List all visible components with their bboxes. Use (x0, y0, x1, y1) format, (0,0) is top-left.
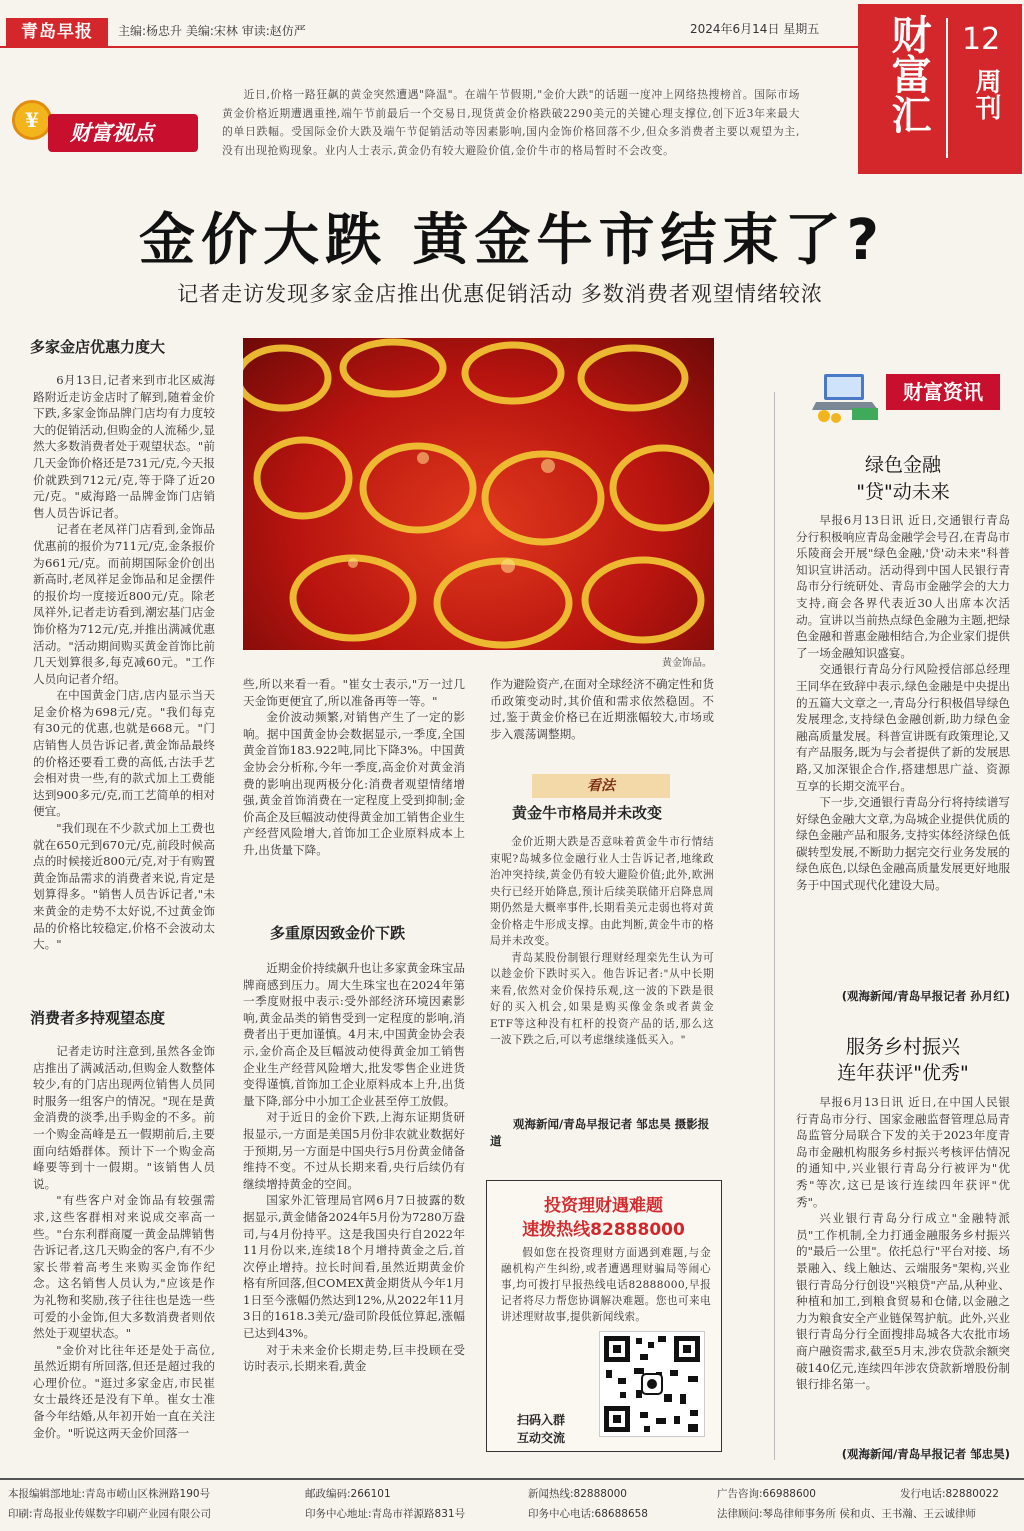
footer-postcode: 邮政编码:266101 (305, 1488, 391, 1500)
section1-body (33, 372, 215, 953)
footer-print-phone: 印务中心电话:68688658 (528, 1508, 648, 1520)
column3-section-body (490, 834, 714, 1049)
paragraph: 青岛某股份制银行理财经理栾先生认为可以趁金价下跌时买入。他告诉记者:"从中长期来看,依然对金价保持乐观,这一波的下跌是很好的买入机会,如果是购买像金条或者黄金ETF等这种没有杠杆的投资产品的话,那么这一波下跌之后,可以考虑继续逢低买入。" (490, 951, 714, 1046)
weekly-label: 周刊 (971, 68, 1001, 120)
qr-label-1: 扫码入群 (517, 1413, 566, 1427)
footer-legal: 法律顾问:琴岛律师事务所 侯和贞、王书瀚、王云诚律师 (717, 1508, 976, 1520)
column3-section-title: 黄金牛市格局并未改变 (512, 804, 663, 822)
section-title: 财富汇 (885, 14, 931, 134)
paragraph: 对于未来金价长期走势,巨丰投顾在受访时表示,长期来看,黄金 (243, 1342, 465, 1374)
section2-body (33, 1043, 215, 1441)
editors-line: 主编:杨忠升 美编:宋林 审读:赵仿严 (118, 24, 306, 38)
paragraph: 记者在老凤祥门店看到,金饰品优惠前的报价为711元/克,金条报价为661元/克。而前期国际金价创出新高时,老凤祥足金饰品和足金摆件的报价均一度接近800元/克。除老凤祥外,记者走访看到,潮宏基门店金饰价格为712元/克,并推出满减优惠活动。"活动期间购买黄金首饰比前几天划算很多,每克减60元。"工作人员向记者介绍。 (33, 522, 215, 686)
issue-date: 2024年6月14日 星期五 (690, 22, 820, 36)
section1-title: 多家金店优惠力度大 (30, 338, 166, 356)
paragraph: 对于近日的金价下跌,上海东证期货研报显示,一方面是美国5月份非农就业数据好于预期,另一方面是中国央行5月份黄金储备维持不变。不过从长期来看,央行后续仍有继续增持黄金的空间。 (243, 1110, 465, 1191)
column2-section-body (243, 960, 465, 1375)
column3-byline: 观海新闻/青岛早报记者 邹忠昊 摄影报道 (490, 1117, 710, 1148)
footer-address: 本报编辑部地址:青岛市崂山区株洲路190号 (8, 1488, 211, 1500)
paragraph: 近期金价持续飙升也让多家黄金珠宝品牌商感到压力。周大生珠宝也在2024年第一季度财报中表示:受外部经济环境因素影响,黄金品类的销售受到一定程度的影响,消费者出于更加谨慎。4月末,中国黄金协会表示,金价高企及巨幅波动使得黄金加工销售企业生产经营风险增大,批发零售企业进货变得谨慎,首饰加工企业原料成本上升,出货量下降,部分中小加工企业甚至停工放假。 (243, 961, 465, 1108)
gold-jewelry-photo (243, 338, 714, 650)
paragraph: "金价对比往年还是处于高位,虽然近期有所回落,但还是超过我的心理价位。"逛过多家金店,市民崔女士最终还是没有下单。崔女士准备今年结婚,从年初开始一直在关注金价。"听说这两天金价回落一 (33, 1342, 215, 1440)
footer (0, 1484, 1024, 1528)
footer-printer: 印刷:青岛报业传媒数字印刷产业园有限公司 (8, 1508, 212, 1520)
paragraph: 在中国黄金门店,店内显示当天足金价格为698元/克。"我们每克有30元的优惠,也就是668元。"门店销售人员告诉记者,黄金饰品最终的价格还要看工费的高低,古法手艺会相对贵一些,有的款式加上工费能达到900多元/克,而工艺简单的相对便宜。 (33, 688, 215, 819)
coin-icon: ¥ (12, 100, 52, 140)
story2-title-1: 服务乡村振兴 (845, 1036, 960, 1058)
column2-body (243, 676, 465, 859)
paragraph: 作为避险资产,在面对全球经济不确定性和货币政策变动时,其价值和需求依然稳固。不过,鉴于黄金价格已在近期涨幅较大,市场或步入震荡调整期。 (490, 677, 714, 741)
footer-print-address: 印务中心地址:青岛市祥源路831号 (305, 1508, 466, 1520)
paragraph: 早报6月13日讯 近日,交通银行青岛分行积极响应青岛金融学会号召,在青岛市乐陵商会开展"绿色金融,'贷'动未来"科普知识宣讲活动。活动得到中国人民银行青岛市分行统研处、青岛市金融学会的大力支持,商会各界代表近30人出席本次活动。宣讲以当前热点绿色金融为主题,把绿色金融和普惠金融相结合,为企业家们提供了一场金融知识盛宴。 (796, 513, 1010, 660)
section-tag (858, 4, 1022, 174)
story1-body (796, 512, 1010, 894)
paragraph: 兴业银行青岛分行成立"金融特派员"工作机制,全力打通金融服务乡村振兴的"最后一公里"。依托总行"平台对接、场景融入、线上触达、云端服务"架构,兴业银行青岛分行创设"兴粮贷"产品,从种业、种植和加工,到粮食贸易和仓储,以金融之力为粮食安全产业链保驾护航。此外,兴业银行青岛分行全面搜排岛城各大农批市场商户融资需求,截至5月末,涉农贷款余额突破140亿元,连续四年涉农贷款新增股份制银行排名第一。 (796, 1211, 1010, 1392)
page-number: 12 (962, 22, 1001, 57)
column3-body (490, 676, 714, 742)
column-badge-label: 财富视点 (48, 114, 198, 152)
paragraph: 早报6月13日讯 近日,在中国人民银行青岛市分行、国家金融监督管理总局青岛监管分局联合下发的关于2023年度青岛市金融机构服务乡村振兴考核评估情况的通知中,兴业银行青岛分行被评为"优秀"等次,这已是该行连续四年获评"优秀"。 (796, 1095, 1010, 1209)
news-badge (812, 362, 1012, 428)
footer-ad-contact: 广告咨询:66988600 (717, 1488, 816, 1500)
hotline-box (486, 1180, 722, 1452)
paragraph: "我们现在不少款式加上工费也就在650元到670元/克,前段时候高点的时候接近800元/克,对于有购置黄金饰品需求的消费者来说,肯定是划算得多。"销售人员告诉记者,"未来黄金的走势不太好说,不过黄金饰品的价格比较稳定,价格不会波动太大。" (33, 821, 215, 952)
intro-paragraph: 近日,价格一路狂飙的黄金突然遭遇"降温"。在端午节假期,"金价大跌"的话题一度冲上网络热搜榜首。国际市场黄金价格近期遭遇重挫,端午节前最后一个交易日,现货黄金价格跌破2290美元的关键心理支撑位,创下近3年来最大的单日跌幅。受国际金价大跌及端午节促销活动等因素影响,国内金饰价格回落不少,但众多消费者主要以观望为主,没有出现抢购现象。业内人士表示,黄金仍有较大避险价值,金价牛市的格局暂时不会改变。 (222, 88, 800, 157)
hotline-body: 假如您在投资理财方面遇到难题,与金融机构产生纠纷,或者遭遇理财骗局等闹心事,均可拨打早报热线电话82888000,早报记者将尽力帮您协调解决难题。您也可来电讲述理财故事,提供新闻线索。 (501, 1247, 711, 1323)
story1-title-2: "贷"动未来 (856, 481, 950, 503)
story2-body (796, 1094, 1010, 1393)
footer-distribution: 发行电话:82880022 (900, 1488, 999, 1500)
paragraph: 6月13日,记者来到市北区威海路附近走访金店时了解到,随着金价下跌,多家金饰品牌门店均有力度较大的促销活动,但购金的人流稀少,显然大多数消费者处于观望状态。"前几天金饰价格还是731元/克,今天报价就跌到712元/克,等于降了近20元/克。"威海路一品牌金饰门店销售人员告诉记者。 (33, 373, 215, 520)
photo-caption: 黄金饰品。 (662, 658, 712, 669)
qr-code-icon[interactable] (599, 1331, 705, 1437)
paper-logo: 青岛早报 (6, 18, 108, 46)
view-badge (532, 774, 670, 798)
story1-byline: (观海新闻/青岛早报记者 孙月红) (841, 989, 1010, 1003)
gold-bangles-icon (243, 338, 714, 650)
paragraph: 交通银行青岛分行风险授信部总经理王同华在致辞中表示,绿色金融是中央提出的五篇大文章之一,青岛分行积极倡导绿色发展理念,支持绿色金融创新,助力绿色金融高质量发展。科普宣讲既有政策理论,又有产品服务,既为与会者提供了新的发展思路,又加深银企合作,搭建想思广益、资源互享的长期交流平台。 (796, 662, 1010, 793)
paragraph: 记者走访时注意到,虽然各金饰店推出了满减活动,但购金人数整体较少,有的门店出现两位销售人员同时服务一组客户的情况。"现在是黄金消费的淡季,出手购金的不多。前一个购金高峰是五一假期前后,主要面向结婚群体。预计下一个购金高峰要等到十一假期。"该销售人员说。 (33, 1044, 215, 1191)
story1-title-1: 绿色金融 (864, 454, 941, 476)
paragraph: 下一步,交通银行青岛分行将持续谱写好绿色金融大文章,为岛城企业提供优质的绿色金融产品和服务,支持实体经济绿色低碳转型发展,不断助力据完交行业务发展的绿色底色,以绿色金融高质量发展更好地服务于中国式现代化建设大局。 (796, 795, 1010, 893)
qr-label-2: 互动交流 (517, 1431, 566, 1445)
paragraph: 金价波动频繁,对销售产生了一定的影响。据中国黄金协会数据显示,一季度,全国黄金首饰183.922吨,同比下降3%。中国黄金协会分析称,今年一季度,高金价对黄金消费的影响出现两极分化:消费者观望情绪增强,黄金首饰消费在一定程度上受到抑制;金价高企及巨幅波动使得黄金加工销售企业生产经营风险增大,首饰加工企业原料成本上升,出货量下降。 (243, 710, 465, 857)
laptop-money-icon (812, 368, 882, 424)
story2-byline: (观海新闻/青岛早报记者 邹忠昊) (841, 1447, 1010, 1461)
hotline-title-1: 投资理财遇难题 (544, 1196, 663, 1216)
news-badge-label: 财富资讯 (886, 374, 1000, 410)
headline: 金价大跌 黄金牛市结束了? (139, 208, 885, 273)
footer-news-hotline: 新闻热线:82888000 (528, 1488, 627, 1500)
column2-section-title: 多重原因致金价下跌 (270, 924, 406, 942)
paragraph: "有些客户对金饰品有较强需求,这些客群相对来说成交率高一些。"台东利群商厦一黄金品牌销售告诉记者,这几天购金的客户,有不少家长带着高考生来购买金饰作纪念。这名销售人员认为,"应该是作为礼物和奖励,孩子往往也是选一些可爱的小金饰,但大多数消费者则依然处于观望状态。" (33, 1193, 215, 1341)
hotline-title-2: 速拨热线82888000 (522, 1220, 685, 1240)
story2-title-2: 连年获评"优秀" (837, 1062, 969, 1084)
subheadline: 记者走访发现多家金店推出优惠促销活动 多数消费者观望情绪较浓 (177, 282, 823, 306)
paragraph: 些,所以来看一看。"崔女士表示,"万一过几天金饰更便宜了,所以准备再等一等。" (243, 677, 465, 708)
section2-title: 消费者多持观望态度 (30, 1009, 166, 1027)
paragraph: 国家外汇管理局官网6月7日披露的数据显示,黄金储备2024年5月份为7280万盎司,与4月份持平。这是我国央行自2022年11月份以来,连续18个月增持黄金之后,首次停止增持。拉长时间看,虽然近期黄金价格有所回落,但COMEX黄金期货从今年1月1日至今涨幅仍然达到12%,从2022年11月3日的1618.3美元/盎司阶段低位算起,涨幅已达到43%。 (243, 1193, 465, 1341)
column-badge (12, 96, 192, 160)
paragraph: 金价近期大跌是否意味着黄金牛市行情结束呢?岛城多位金融行业人士告诉记者,地缘政治冲突持续,黄金仍有较大避险价值;此外,欧洲央行已经开始降息,预计后续美联储开启降息周期仍然是大概率事件,长期看美元走弱也将对黄金价格走牛形成支撑。由此判断,黄金牛市的格局并未改变。 (490, 836, 714, 947)
view-badge-label: 看法 (587, 778, 615, 794)
